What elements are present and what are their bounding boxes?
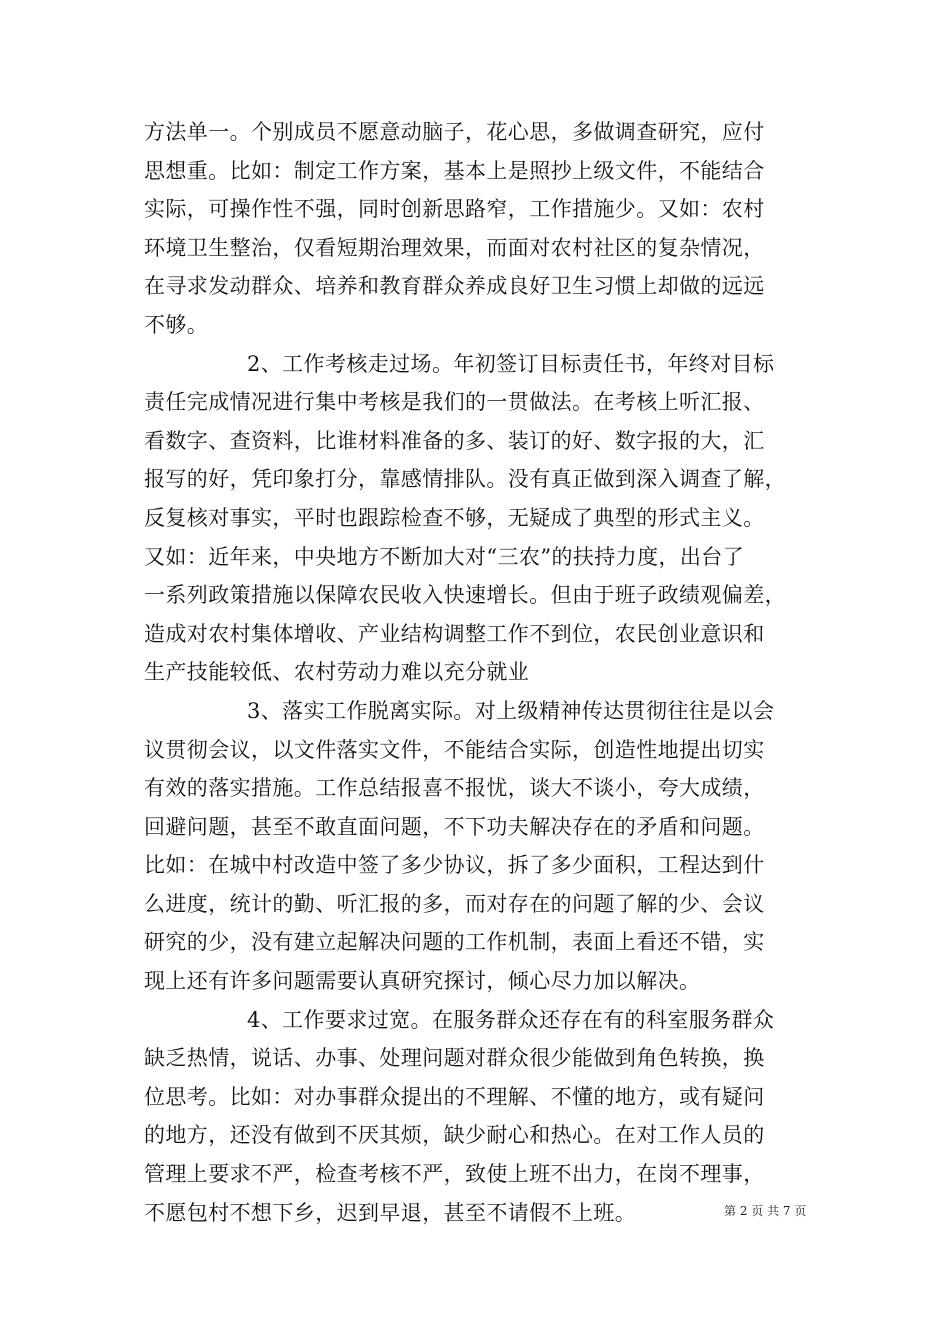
section-3-heading-line: 3、落实工作脱离实际。对上级精神传达贯彻往往是以会 <box>247 698 775 723</box>
text-line-22: 研究的少，没有建立起解决问题的工作机制，表面上看还不错，实 <box>144 930 765 955</box>
text-line-4: 环境卫生整治，仅看短期治理效果，而面对农村社区的复杂情况， <box>144 235 765 260</box>
text-line-2: 思想重。比如：制定工作方案，基本上是照抄上级文件，不能结合 <box>144 158 765 183</box>
text-line-10: 报写的好，凭印象打分，靠感情排队。没有真正做到深入调查了解， <box>144 467 786 492</box>
section-4-heading-line: 4、工作要求过宽。在服务群众还存在有的科室服务群众 <box>247 1007 775 1032</box>
text-line-21: 么进度，统计的勤、听汇报的多，而对存在的问题了解的少、会议 <box>144 891 765 916</box>
section-2-heading-line: 2、工作考核走过场。年初签订目标责任书，年终对目标 <box>247 351 775 376</box>
text-line-17: 议贯彻会议，以文件落实文件，不能结合实际，创造性地提出切实 <box>144 737 765 762</box>
text-line-13: 一系列政策措施以保障农民收入快速增长。但由于班子政绩观偏差， <box>144 583 786 608</box>
text-line-26: 位思考。比如：对办事群众提出的不理解、不懂的地方，或有疑问 <box>144 1084 765 1109</box>
text-line-25: 缺乏热情，说话、办事、处理问题对群众很少能做到角色转换，换 <box>144 1046 765 1071</box>
text-line-12: 又如：近年来，中央地方不断加大对“三农”的扶持力度，出台了 <box>144 544 745 569</box>
text-line-15: 生产技能较低、农村劳动力难以充分就业 <box>144 660 530 685</box>
page-number-footer: 第 2 页 共 7 页 <box>724 1204 807 1218</box>
text-line-6: 不够。 <box>144 312 209 337</box>
text-line-3: 实际，可操作性不强，同时创新思路窄，工作措施少。又如：农村 <box>144 197 765 222</box>
text-line-27: 的地方，还没有做到不厌其烦，缺少耐心和热心。在对工作人员的 <box>144 1123 765 1148</box>
document-body <box>144 113 816 1232</box>
text-line-5: 在寻求发动群众、培养和教育群众养成良好卫生习惯上却做的远远 <box>144 274 765 299</box>
text-line-14: 造成对农村集体增收、产业结构调整工作不到位，农民创业意识和 <box>144 621 765 646</box>
text-line-18: 有效的落实措施。工作总结报喜不报忧，谈大不谈小，夸大成绩， <box>144 776 765 801</box>
text-line-9: 看数字、查资料，比谁材料准备的多、装订的好、数字报的大，汇 <box>144 428 765 453</box>
text-line-28: 管理上要求不严，检查考核不严，致使上班不出力，在岗不理事， <box>144 1162 765 1187</box>
text-line-29: 不愿包村不想下乡，迟到早退，甚至不请假不上班。 <box>144 1200 637 1225</box>
text-line-20: 比如：在城中村改造中签了多少协议，拆了多少面积，工程达到什 <box>144 853 765 878</box>
text-line-11: 反复核对事实，平时也跟踪检查不够，无疑成了典型的形式主义。 <box>144 505 765 530</box>
text-line-8: 责任完成情况进行集中考核是我们的一贯做法。在考核上听汇报、 <box>144 390 765 415</box>
text-line-23: 现上还有许多问题需要认真研究探讨，倾心尽力加以解决。 <box>144 969 701 994</box>
text-line-1: 方法单一。个别成员不愿意动脑子，花心思，多做调查研究，应付 <box>144 120 765 144</box>
text-line-19: 回避问题，甚至不敢直面问题，不下功夫解决存在的矛盾和问题。 <box>144 814 765 839</box>
